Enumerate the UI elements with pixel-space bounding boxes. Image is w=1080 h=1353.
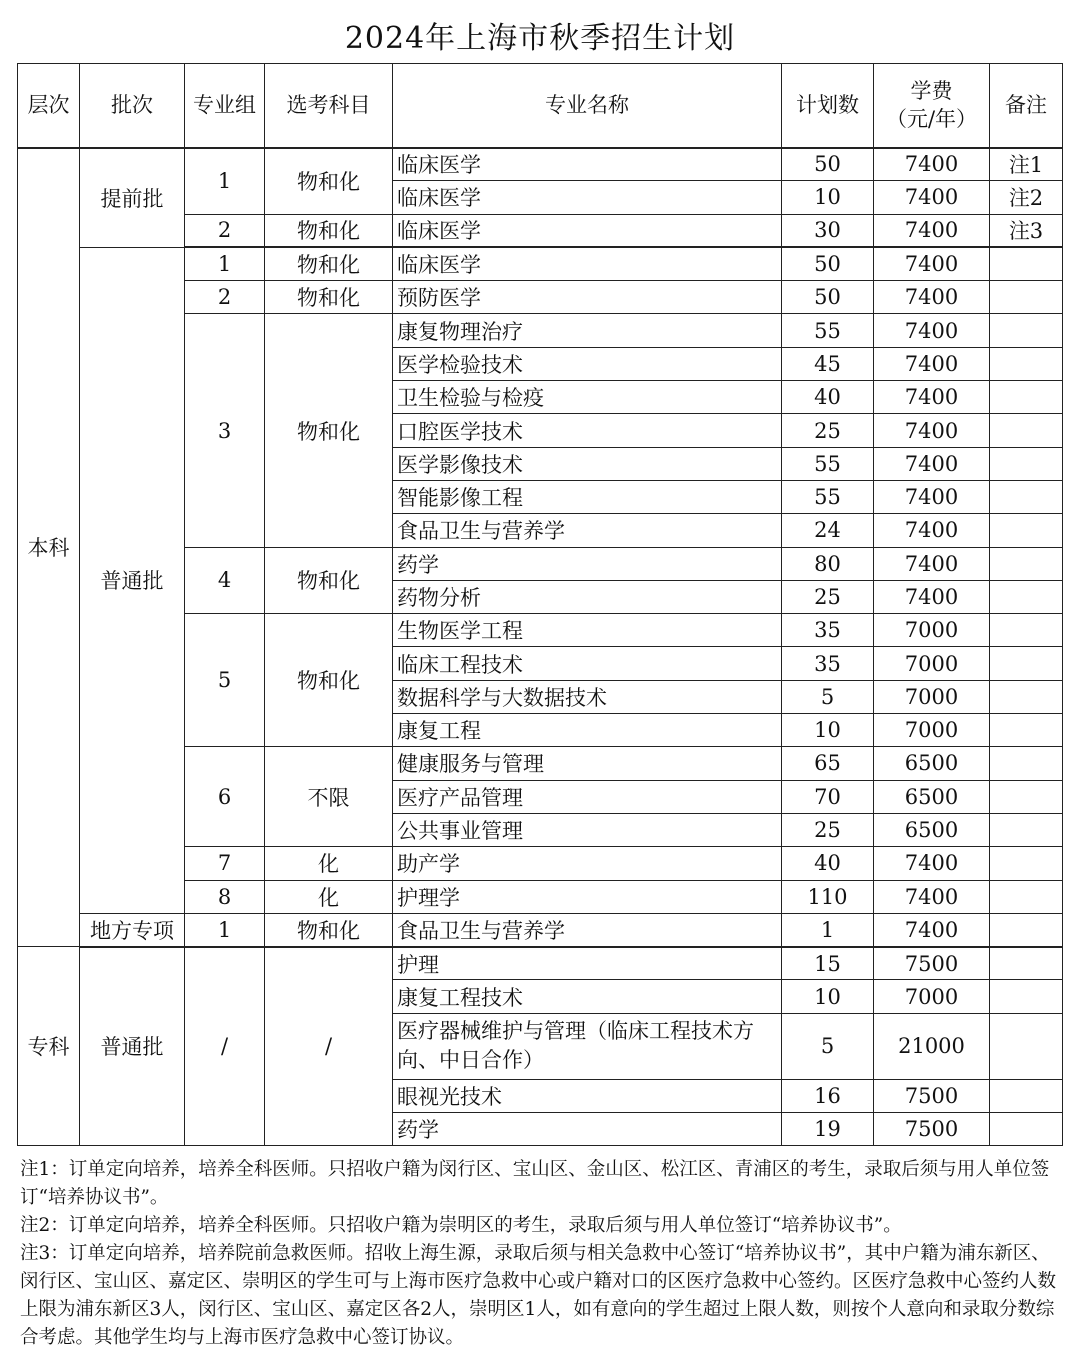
- major-cell: 眼视光技术: [393, 1079, 782, 1112]
- fee-cell: 7400: [874, 247, 990, 280]
- major-cell: 医学影像技术: [393, 447, 782, 480]
- fee-cell: 7400: [874, 181, 990, 214]
- major-cell: 康复物理治疗: [393, 314, 782, 347]
- table-header-row: [18, 64, 1063, 148]
- fee-cell: 7400: [874, 381, 990, 414]
- header-plan: 计划数: [782, 64, 874, 148]
- header-fee-line1: 学费: [910, 79, 953, 104]
- plan-cell: 45: [782, 347, 874, 380]
- fee-cell: 7400: [874, 347, 990, 380]
- major-cell: 助产学: [393, 847, 782, 880]
- major-cell: 康复工程技术: [393, 980, 782, 1013]
- plan-cell: 24: [782, 514, 874, 547]
- group-cell: 2: [185, 214, 265, 247]
- note-cell: 注2: [990, 181, 1063, 214]
- batch-cell: 提前批: [80, 148, 185, 248]
- plan-cell: 1: [782, 913, 874, 946]
- fee-cell: 7400: [874, 847, 990, 880]
- major-cell: 生物医学工程: [393, 614, 782, 647]
- note-cell: [990, 913, 1063, 946]
- subjects-cell: 物和化: [265, 148, 393, 215]
- plan-cell: 5: [782, 680, 874, 713]
- plan-cell: 35: [782, 614, 874, 647]
- subjects-cell: /: [265, 947, 393, 1146]
- header-level: 层次: [18, 64, 80, 148]
- major-cell: 药学: [393, 547, 782, 580]
- major-cell: 预防医学: [393, 281, 782, 314]
- major-cell: 智能影像工程: [393, 480, 782, 513]
- note-cell: [990, 813, 1063, 846]
- plan-cell: 25: [782, 813, 874, 846]
- plan-cell: 40: [782, 381, 874, 414]
- plan-cell: 16: [782, 1079, 874, 1112]
- note-cell: [990, 547, 1063, 580]
- table-row: [18, 148, 1063, 181]
- subjects-cell: 物和化: [265, 214, 393, 247]
- group-cell: 2: [185, 281, 265, 314]
- header-subjects: 选考科目: [265, 64, 393, 148]
- note-cell: [990, 580, 1063, 613]
- batch-cell: 地方专项: [80, 913, 185, 946]
- note-cell: [990, 647, 1063, 680]
- fee-cell: 7400: [874, 580, 990, 613]
- subjects-cell: 化: [265, 880, 393, 913]
- major-cell: 口腔医学技术: [393, 414, 782, 447]
- plan-cell: 50: [782, 247, 874, 280]
- plan-cell: 15: [782, 947, 874, 980]
- plan-cell: 5: [782, 1013, 874, 1079]
- note-cell: [990, 980, 1063, 1013]
- note-cell: [990, 414, 1063, 447]
- level-cell: 专科: [18, 947, 80, 1146]
- fee-cell: 7000: [874, 714, 990, 747]
- fee-cell: 7400: [874, 514, 990, 547]
- note-cell: [990, 1113, 1063, 1146]
- fee-cell: 6500: [874, 747, 990, 780]
- fee-cell: 7000: [874, 680, 990, 713]
- batch-cell: 普通批: [80, 247, 185, 913]
- note-cell: [990, 514, 1063, 547]
- subjects-cell: 物和化: [265, 314, 393, 547]
- major-cell: 临床医学: [393, 214, 782, 247]
- group-cell: 1: [185, 247, 265, 280]
- header-major: 专业名称: [393, 64, 782, 148]
- major-cell: 食品卫生与营养学: [393, 913, 782, 946]
- plan-cell: 10: [782, 714, 874, 747]
- header-note: 备注: [990, 64, 1063, 148]
- major-cell: 健康服务与管理: [393, 747, 782, 780]
- note-cell: [990, 480, 1063, 513]
- group-cell: 4: [185, 547, 265, 614]
- fee-cell: 7400: [874, 314, 990, 347]
- fee-cell: 7400: [874, 547, 990, 580]
- header-fee: [874, 64, 990, 148]
- fee-cell: 6500: [874, 813, 990, 846]
- note-cell: [990, 314, 1063, 347]
- group-cell: 3: [185, 314, 265, 547]
- subjects-cell: 物和化: [265, 913, 393, 946]
- major-cell: 护理学: [393, 880, 782, 913]
- fee-cell: 7400: [874, 414, 990, 447]
- major-cell: 医学检验技术: [393, 347, 782, 380]
- note-cell: [990, 347, 1063, 380]
- fee-cell: 7400: [874, 880, 990, 913]
- fee-cell: 7400: [874, 281, 990, 314]
- plan-cell: 50: [782, 281, 874, 314]
- footnote-2: 注2：订单定向培养，培养全科医师。只招收户籍为崇明区的考生，录取后须与用人单位签订“培养协议书”。: [20, 1215, 902, 1236]
- table-row: [18, 913, 1063, 946]
- major-cell: 临床医学: [393, 181, 782, 214]
- batch-cell: 普通批: [80, 947, 185, 1146]
- header-group: 专业组: [185, 64, 265, 148]
- fee-cell: 6500: [874, 780, 990, 813]
- page-title: 2024年上海市秋季招生计划: [344, 21, 736, 56]
- group-cell: 1: [185, 148, 265, 215]
- plan-cell: 65: [782, 747, 874, 780]
- plan-cell: 55: [782, 314, 874, 347]
- fee-cell: 7500: [874, 1079, 990, 1112]
- note-cell: [990, 847, 1063, 880]
- subjects-cell: 物和化: [265, 547, 393, 614]
- plan-cell: 35: [782, 647, 874, 680]
- group-cell: 8: [185, 880, 265, 913]
- plan-cell: 30: [782, 214, 874, 247]
- note-cell: [990, 947, 1063, 980]
- level-cell: 本科: [18, 148, 80, 947]
- note-cell: [990, 1013, 1063, 1079]
- footnotes: [20, 1156, 1062, 1352]
- plan-cell: 19: [782, 1113, 874, 1146]
- plan-cell: 10: [782, 181, 874, 214]
- note-cell: [990, 747, 1063, 780]
- note-cell: [990, 1079, 1063, 1112]
- group-cell: 5: [185, 614, 265, 747]
- major-cell: 食品卫生与营养学: [393, 514, 782, 547]
- note-cell: [990, 614, 1063, 647]
- note-cell: [990, 780, 1063, 813]
- plan-cell: 25: [782, 580, 874, 613]
- subjects-cell: 物和化: [265, 247, 393, 280]
- plan-cell: 55: [782, 447, 874, 480]
- subjects-cell: 化: [265, 847, 393, 880]
- plan-cell: 80: [782, 547, 874, 580]
- plan-cell: 55: [782, 480, 874, 513]
- subjects-cell: 不限: [265, 747, 393, 847]
- note-cell: [990, 714, 1063, 747]
- major-cell: 药物分析: [393, 580, 782, 613]
- note-cell: 注3: [990, 214, 1063, 247]
- fee-cell: 7400: [874, 447, 990, 480]
- major-cell: 临床工程技术: [393, 647, 782, 680]
- group-cell: 6: [185, 747, 265, 847]
- note-cell: [990, 880, 1063, 913]
- group-cell: /: [185, 947, 265, 1146]
- note-cell: [990, 247, 1063, 280]
- plan-cell: 25: [782, 414, 874, 447]
- major-cell: 医疗产品管理: [393, 780, 782, 813]
- plan-cell: 10: [782, 980, 874, 1013]
- note-cell: 注1: [990, 148, 1063, 181]
- note-cell: [990, 680, 1063, 713]
- fee-cell: 7500: [874, 947, 990, 980]
- major-cell: 医疗器械维护与管理（临床工程技术方向、中日合作）: [393, 1013, 782, 1079]
- table-row: [18, 247, 1063, 280]
- plan-cell: 70: [782, 780, 874, 813]
- note-cell: [990, 381, 1063, 414]
- fee-cell: 7000: [874, 647, 990, 680]
- enrollment-plan-table: [17, 63, 1063, 1146]
- group-cell: 7: [185, 847, 265, 880]
- fee-cell: 7000: [874, 614, 990, 647]
- major-cell: 卫生检验与检疫: [393, 381, 782, 414]
- plan-cell: 110: [782, 880, 874, 913]
- major-cell: 康复工程: [393, 714, 782, 747]
- header-batch: 批次: [80, 64, 185, 148]
- fee-cell: 7400: [874, 480, 990, 513]
- footnote-1: 注1：订单定向培养，培养全科医师。只招收户籍为闵行区、宝山区、金山区、松江区、青浦区的考生，录取后须与用人单位签订“培养协议书”。: [20, 1159, 1050, 1208]
- subjects-cell: 物和化: [265, 614, 393, 747]
- fee-cell: 7000: [874, 980, 990, 1013]
- group-cell: 1: [185, 913, 265, 946]
- header-fee-line2: （元/年）: [885, 107, 978, 132]
- note-cell: [990, 447, 1063, 480]
- fee-cell: 21000: [874, 1013, 990, 1079]
- major-cell: 药学: [393, 1113, 782, 1146]
- fee-cell: 7500: [874, 1113, 990, 1146]
- fee-cell: 7400: [874, 148, 990, 181]
- major-cell: 公共事业管理: [393, 813, 782, 846]
- note-cell: [990, 281, 1063, 314]
- major-cell: 护理: [393, 947, 782, 980]
- plan-cell: 40: [782, 847, 874, 880]
- table-row: [18, 947, 1063, 980]
- fee-cell: 7400: [874, 913, 990, 946]
- major-cell: 临床医学: [393, 148, 782, 181]
- plan-cell: 50: [782, 148, 874, 181]
- subjects-cell: 物和化: [265, 281, 393, 314]
- fee-cell: 7400: [874, 214, 990, 247]
- footnote-3: 注3：订单定向培养，培养院前急救医师。招收上海生源，录取后须与相关急救中心签订“培养协议书”，其中户籍为浦东新区、闵行区、宝山区、嘉定区、崇明区的学生可与上海市医疗急救中心或户籍对口的区医疗急救中心签约。区医疗急救中心签约人数上限为浦东新区3人，闵行区、宝山区、嘉定区各2人，崇明区1人，如有意向的学生超过上限人数，则按个人意向和录取分数综合考虑。其他学生均与上海市医疗急救中心签订协议。: [20, 1243, 1057, 1348]
- major-cell: 数据科学与大数据技术: [393, 680, 782, 713]
- major-cell: 临床医学: [393, 247, 782, 280]
